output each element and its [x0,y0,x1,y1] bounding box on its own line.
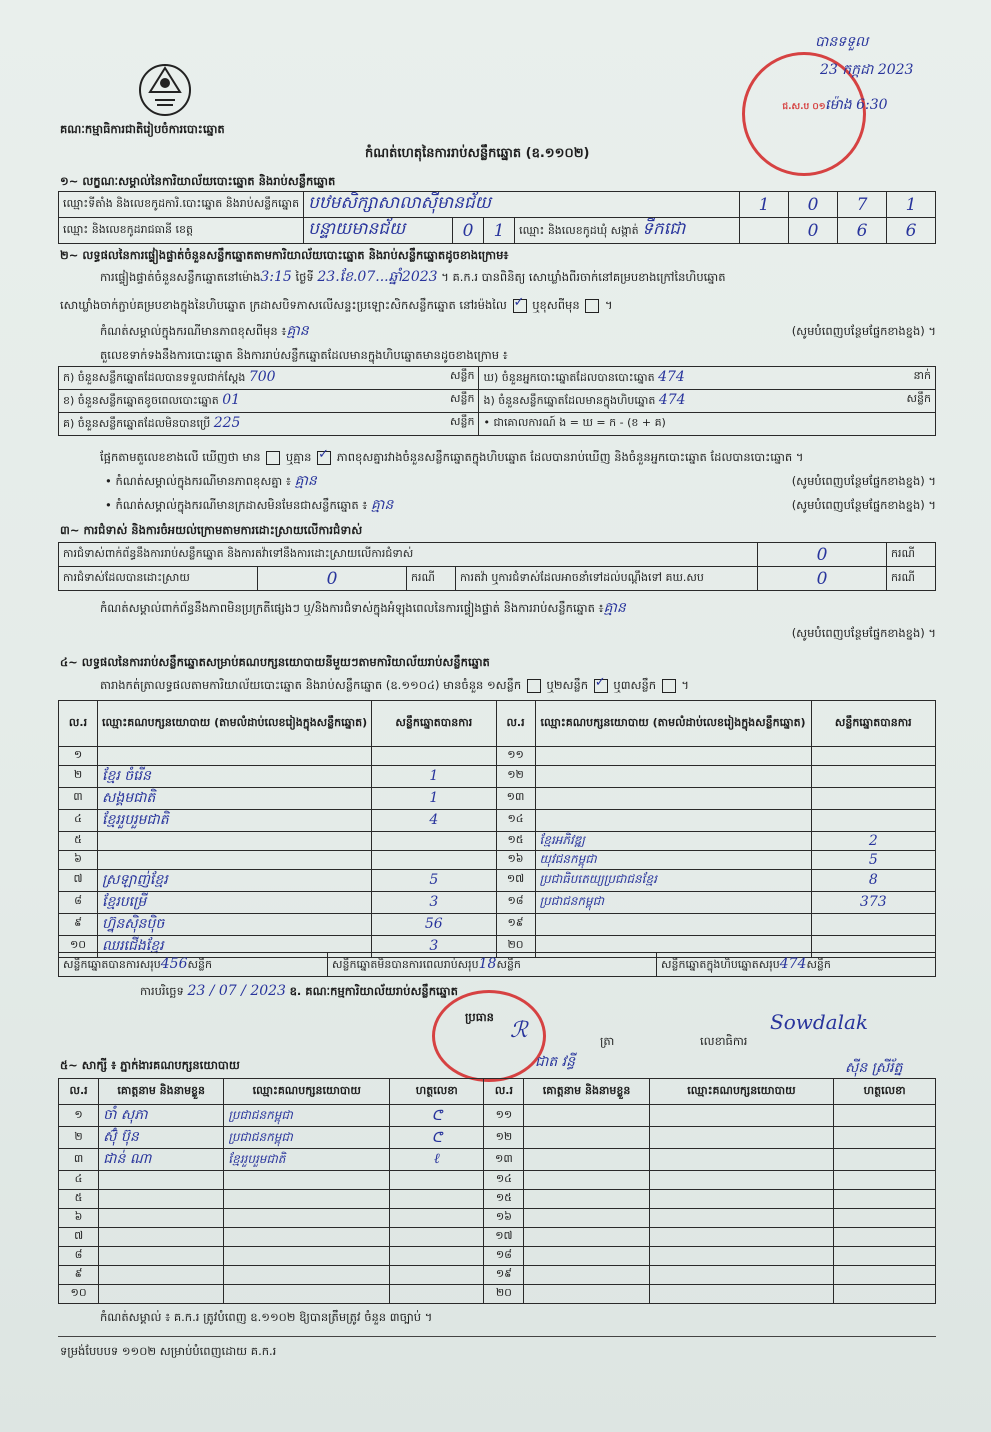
results-cell: ១២ [507,768,524,781]
province-value: បន្ទាយមានជ័យ [308,219,406,239]
results-cell: ១៥ [507,832,524,846]
results-row [59,831,936,850]
received-time: ម៉ោង 6:30 [825,97,888,113]
results-cell: ៩ [74,916,82,929]
witness-cell: ២ [74,1129,83,1143]
results-cell: ១៩ [507,916,524,929]
witness-cell: ១៥ [495,1191,512,1204]
witness-row [59,1228,936,1247]
witness-cell: ១២ [495,1129,513,1143]
witness-cell: ៥ [74,1191,83,1204]
witness-cell: ប្រជាជនកម្ពុជា [228,1129,293,1144]
section-2-title: ២~ លទ្ធផលនៃការផ្ទៀងផ្ទាត់ចំនួនសន្លឹកឆ្នោតតាមការិយាល័យបោះឆ្នោត និងរាប់សន្លឹកឆ្នោតដូចខាងក្រោម៖ [60,248,509,262]
results-cell: ប្រជាធិបតេយ្យប្រជាជនខ្មែរ [539,872,657,886]
station-name-label: ឈ្មោះទីតាំង និងលេខកូដការិ.បោះឆ្នោត និងរាប់សន្លឹកឆ្នោត [59,192,304,218]
witness-cell: ១៧ [495,1229,513,1242]
section-3-note: កំណត់សម្គាល់ពាក់ព័ន្ធនឹងភាពមិនប្រក្រតីផ្សេងៗ ឬ/និងការជំទាស់ក្នុងអំឡុងពេលនៃការផ្ទៀងផ្ទាត់ និងការរាប់សន្លឹកឆ្នោត ៖គ្មាន [100,600,626,616]
checkbox-2-sheets[interactable] [594,679,608,693]
witness-row [59,1190,936,1209]
witness-cell: ប្រជាជនកម្ពុជា [228,1107,293,1122]
results-totals: សន្លឹកឆ្នោតបានការសរុប456សន្លឹក សន្លឹកឆ្នោតមិនបានការពេលរាប់សរុប18សន្លឹក សន្លឹកឆ្នោតក្នុងហិបឆ្នោតសរុប474សន្លឹក [58,952,936,977]
province-label: ឈ្មោះ និងលេខកូដរាជធានី ខេត្ត [59,218,304,244]
section-3-title: ៣~ ការជំទាស់ និងការចំអយល់ក្រោមតាមការដោះស្រាយលើការជំទាស់ [60,523,363,537]
results-cell: ឈរជើងខ្មែរ [102,937,164,954]
results-cell: សង្គមជាតិ [102,789,156,806]
results-cell: ១០ [69,938,87,951]
results-row [59,913,936,935]
witness-cell: ៤ [74,1172,83,1185]
page-title: កំណត់ហេតុនៃការរាប់សន្លឹកឆ្នោត (ឧ.១១០២) [365,146,590,161]
results-cell: 5 [868,851,878,868]
results-cell: យុវជនកម្ពុជា [539,851,597,866]
witness-cell: ខ្មែររួបរួមជាតិ [228,1151,286,1166]
results-cell: 2 [868,832,878,849]
witness-row [59,1127,936,1149]
secretary-signature: Sowdalak [770,1010,869,1034]
official-stamp-top: ជ.ស.ប ០១ [742,52,866,176]
witness-row [59,1285,936,1304]
results-table: ល.រ ឈ្មោះគណបក្សនយោបាយ (តាមលំដាប់លេខរៀងក្នុងសន្លឹកឆ្នោត) សន្លឹកឆ្នោតបានការ ល.រ ឈ្មោះគណបក្សនយោបាយ (តាមលំដាប់លេខរៀងក្នុងសន្លឹកឆ្នោត) សន្លឹកឆ្នោតបានការ ១ ១១ ២ ខ្មែរ ចំរើន 1 ១២ ៣ សង្គមជាតិ 1 ១៣ ៤ ខ្មែររួបរួមជាតិ 4 ១៤ ៥ ១៥ ខ្មែរអភិវឌ្ឍ 2 ៦ ១៦ យុវជនកម្ពុជា 5 ៧ ស្រឡាញ់ខ្មែរ 5 ១៧ ប្រជាធិបតេយ្យប្រជាជនខ្មែរ 8 ៨ ខ្មែរបម្រើ 3 ១៨ ប្រជាជនកម្ពុជា 373 ៩ ហ្វ៊ុនស៊ិនប៉ិច 56 ១៩ ១០ ឈរជើងខ្មែរ 3 ២០ [58,700,936,958]
chairman-signature: ℛ [510,1018,528,1043]
section-4-title: ៤~ លទ្ធផលនៃការរាប់សន្លឹកឆ្នោតសម្រាប់គណបក្សនយោបាយនីមួយៗតាមការិយាល័យរាប់សន្លឹកឆ្នោត [60,655,490,669]
results-cell: ៣ [73,790,83,803]
secretary-name: ស៊ីន ស្រីរ័ត្ន [845,1060,903,1076]
received-note: បានទទួល [815,34,869,50]
witness-cell: ៨ [74,1248,83,1261]
commune-label: ឈ្មោះ និងលេខកូដឃុំ សង្កាត់ [519,224,639,237]
done-at-line: ការបរិច្ឆេទ 23 / 07 / 2023 ឧ. គណៈកម្មការិយាល័យរាប់សន្លឹកឆ្នោត [140,983,458,999]
witness-cell: ១៣ [495,1151,513,1165]
results-cell: 373 [859,894,887,910]
results-cell: ១ [73,747,83,761]
witness-cell: ជាន់ ណា [103,1151,152,1167]
seal-label: ត្រា [600,1034,615,1048]
witness-cell: ១០ [70,1286,87,1299]
witness-cell: ᕦ [431,1129,442,1146]
results-row [59,850,936,869]
received-date: 23 កក្កដា 2023 [820,62,914,78]
results-row [59,891,936,913]
section-2-check-line: ផ្អែកតាមតួលេខខាងលើ ឃើញថា មាន ឬគ្មាន ✓ ភាពខុសគ្នារវាងចំនួនសន្លឹកឆ្នោតក្នុងហិបឆ្នោត ដែលបានរាប់ឃើញ និងចំនួនអ្នកបោះឆ្នោត ដែលបានបោះឆ្នោត ។ [100,450,803,465]
section-4-sheet-line: តារាងកត់ត្រាលទ្ធផលតាមការិយាល័យបោះឆ្នោត និងរាប់សន្លឹកឆ្នោត (ឧ.១១០៤) មានចំនួន ១សន្លឹក ឬ២សន្លឹក ✓ ឬ៣សន្លឹក ។ [100,678,689,693]
checkbox-yes[interactable] [266,451,280,465]
section-2-intro: តួលេខទាក់ទងនឹងការបោះឆ្នោត និងការរាប់សន្លឹកឆ្នោតដែលមានក្នុងហិបឆ្នោតមានដូចខាងក្រោម ៖ [100,348,508,362]
station-name-value: បឋមសិក្សាសាលាស៊ីមានជ័យ [308,193,491,213]
chairman-label: ប្រធាន [465,1010,494,1024]
chairman-name: ជាត វន្ធី [535,1054,575,1070]
checkbox-no[interactable] [317,451,331,465]
witness-cell: ២០ [495,1286,512,1299]
results-cell: ខ្មែរបម្រើ [102,893,147,910]
witness-row [59,1266,936,1285]
results-cell: ៦ [74,851,82,865]
results-cell: ៤ [74,812,82,825]
witness-row [59,1171,936,1190]
ballot-summary-table: ក) ចំនួនសន្លឹកឆ្នោតដែលបានទទួលជាក់ស្តែង 700 សន្លឹក ឃ) ចំនួនអ្នកបោះឆ្នោតដែលបានបោះឆ្នោត 474 នាក់ ខ) ចំនួនសន្លឹកឆ្នោតខូចពេលបោះឆ្នោត 01 សន្លឹក ង) ចំនួនសន្លឹកឆ្នោតដែលមានក្នុងហិបឆ្នោត 474 សន្លឹក គ) ចំនួនសន្លឹកឆ្នោតដែលមិនបានប្រើ 225 សន្លឹក • ជាគោលការណ៍ ង = ឃ = ក - (ខ + គ) [58,366,936,436]
checkbox-3-sheets[interactable] [662,679,676,693]
results-row [59,809,936,831]
results-cell: ហ្វ៊ុនស៊ិនប៉ិច [102,915,165,932]
witness-row [59,1149,936,1171]
results-cell: ប្រជាជនកម្ពុជា [539,894,605,908]
results-cell: ១៣ [506,790,525,803]
nec-emblem-icon [130,50,200,120]
results-cell: ៧ [73,872,83,885]
results-cell: ១៤ [507,812,524,825]
results-cell: ១៧ [506,872,525,885]
checkbox-1-sheet[interactable] [527,679,541,693]
results-cell: 5 [429,872,439,888]
results-cell: ២ [73,768,83,781]
witness-cell: ១៤ [495,1172,512,1185]
witness-cell: ៧ [74,1229,84,1242]
witness-cell: ១៨ [495,1248,512,1261]
witness-cell: ៦ [74,1210,83,1223]
results-cell: ខ្មែររួបរួមជាតិ [102,811,169,828]
witness-cell: ស៊ុំ ប៊ុន [103,1129,139,1145]
results-cell: 1 [429,768,439,784]
header-committee: គណៈកម្មាធិការជាតិរៀបចំការបោះឆ្នោត [60,122,225,136]
secretary-label: លេខាធិការ [700,1034,748,1048]
witness-cell: ១១ [495,1107,513,1121]
footer-form-ref: ទម្រង់បែបបទ ១១០២ សម្រាប់បំពេញដោយ គ.ក.រ [60,1344,277,1358]
checkbox-incorrect[interactable] [585,299,599,313]
complaints-table: ការជំទាស់ពាក់ព័ន្ធនឹងការរាប់សន្លឹកឆ្នោត និងការតវ៉ាទៅនឹងការដោះស្រាយលើការជំទាស់ 0 ករណី ការជំទាស់ដែលបានដោះស្រាយ 0 ករណី ការតវ៉ា ឬការជំទាស់ដែលអាចនាំទៅដល់បណ្តឹងទៅ គឃ.សប 0 ករណី [58,542,936,591]
results-row [59,787,936,809]
checkbox-correct[interactable] [513,299,527,313]
witness-row [59,1105,936,1127]
results-cell: ៥ [74,832,82,846]
witness-cell: ១៦ [495,1210,512,1223]
results-row [59,765,936,787]
results-cell: ២០ [507,938,524,951]
results-cell: ខ្មែរ ចំរើន [102,767,151,784]
results-cell: 8 [868,872,878,888]
results-cell: ១៨ [507,894,524,907]
results-cell: 1 [429,790,439,806]
section-5-title: ៥~ សាក្សី ៖ ភ្នាក់ងារគណបក្សនយោបាយ [60,1058,240,1072]
witness-cell: ℓ [433,1151,440,1167]
commune-value: ទឹកជោ [642,219,686,239]
witness-cell: ៣ [73,1151,84,1165]
witness-cell: ១៩ [495,1267,512,1280]
results-cell: 56 [424,916,443,932]
results-cell: 4 [429,812,439,828]
witness-row [59,1209,936,1228]
witness-cell: ៩ [74,1267,83,1280]
footer-divider [58,1336,936,1337]
bullet-note-2: • កំណត់សម្គាល់ក្នុងករណីមានក្រដាសមិនមែនជាសន្លឹកឆ្នោត ៖ គ្មាន (សូមបំពេញបន្ថែមផ្នែកខាងខ្នង) ។ [105,497,936,513]
station-id-table: ឈ្មោះទីតាំង និងលេខកូដការិ.បោះឆ្នោត និងរាប់សន្លឹកឆ្នោត បឋមសិក្សាសាលាស៊ីមានជ័យ 1 0 7 1 ឈ្មោះ និងលេខកូដរាជធានី ខេត្ត បន្ទាយមានជ័យ 0 1 ឈ្មោះ និងលេខកូដឃុំ សង្កាត់ ទឹកជោ 0 6 6 [58,191,936,244]
results-cell: ៨ [74,894,82,907]
results-cell: 3 [429,894,439,910]
results-row [59,747,936,766]
section-2-line2: សោឃ្លាំងចាក់ភ្ជាប់គម្របខាងក្នុងនៃហិបឆ្នោត ក្រដាសបិទភាសលើសន្ទះប្រឡោះសិកសន្លឹកឆ្នោត នៅរម៉ងលៃ ✓ ឬខុសពីមុន ។ [60,298,613,313]
witness-row [59,1247,936,1266]
section-3-tail: (សូមបំពេញបន្ថែមផ្នែកខាងខ្នង) ។ [791,626,936,640]
section-2-line1: ការផ្ទៀងផ្ទាត់ចំនួនសន្លឹកឆ្នោតនៅម៉ោង3:15 ថ្ងៃទី 23.ខែ.07...ឆ្នាំ2023 ។ គ.ក.រ បានពិនិត្យ សោឃ្លាំងពីរចាក់នៅគម្របខាងក្រៅនៃហិបឆ្នោត [100,269,726,285]
results-row [59,869,936,891]
bullet-note-1: • កំណត់សម្គាល់ក្នុងករណីមានភាពខុសគ្នា ៖ គ្មាន (សូមបំពេញបន្ថែមផ្នែកខាងខ្នង) ។ [105,473,936,489]
witness-cell: ᕦ [431,1107,442,1124]
results-cell: ខ្មែរអភិវឌ្ឍ [539,832,585,847]
results-cell: ស្រឡាញ់ខ្មែរ [102,871,168,888]
witness-cell: ១ [74,1107,83,1121]
footer-note: កំណត់សម្គាល់ ៖ គ.ក.រ ត្រូវបំពេញ ឧ.១១០២ ឱ្យបានត្រឹមត្រូវ ចំនួន ៣ច្បាប់ ។ [100,1310,433,1324]
official-stamp-bottom [432,990,546,1082]
results-cell: 3 [429,938,439,954]
witness-table: ល.រ គោត្តនាម និងនាមខ្លួន ឈ្មោះគណបក្សនយោបាយ ហត្ថលេខា ល.រ គោត្តនាម និងនាមខ្លួន ឈ្មោះគណបក្សនយោបាយ ហត្ថលេខា ១ ចាំ សុភា ប្រជាជនកម្ពុជា ᕦ ១១ ២ ស៊ុំ ប៊ុន ប្រជាជនកម្ពុជា ᕦ ១២ ៣ ជាន់ ណា ខ្មែររួបរួមជាតិ ℓ ១៣ ៤ ១៤ ៥ ១៥ ៦ ១៦ ៧ ១៧ ៨ ១៨ ៩ ១៩ ១០ ២០ [58,1078,936,1304]
witness-cell: ចាំ សុភា [103,1107,148,1123]
results-cell: ១១ [507,747,524,761]
note-incorrect-line: កំណត់សម្គាល់ក្នុងករណីមានភាពខុសពីមុន ៖គ្មាន (សូមបំពេញបន្ថែមផ្នែកខាងខ្នង) ។ [100,323,936,339]
section-1-title: ១~ លក្ខណៈសម្គាល់នៃការិយាល័យបោះឆ្នោត និងរាប់សន្លឹកឆ្នោត [60,174,336,188]
results-cell: ១៦ [507,851,524,865]
